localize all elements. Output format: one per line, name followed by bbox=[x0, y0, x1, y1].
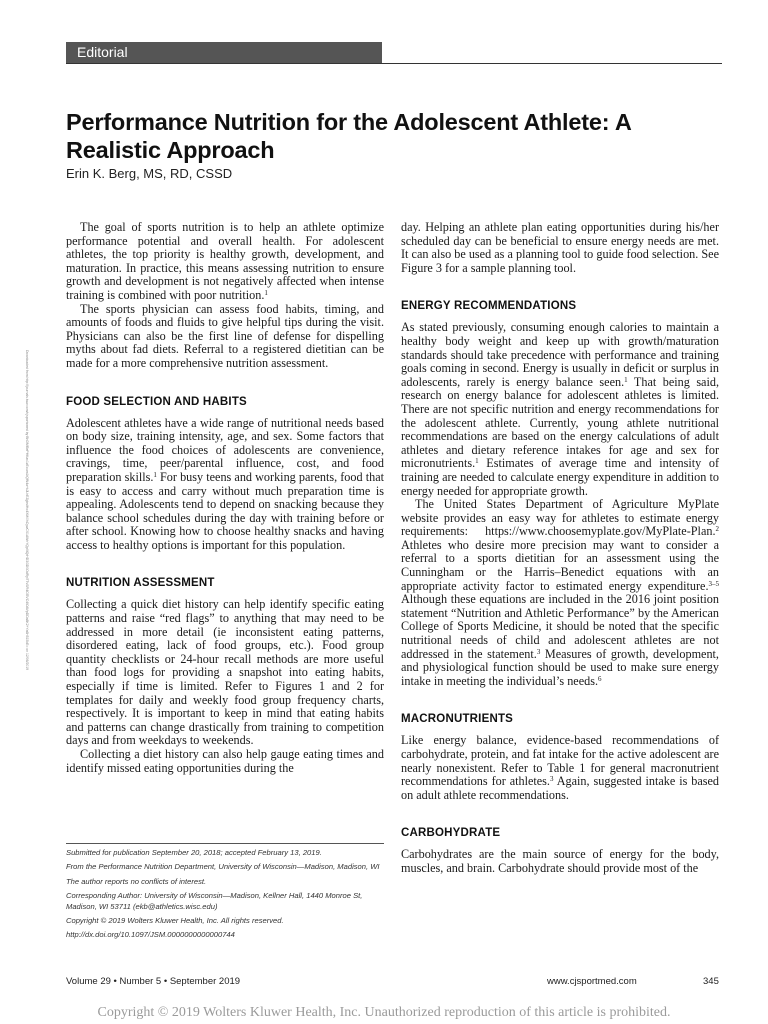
citation: 2 bbox=[715, 525, 719, 534]
citation: 3 bbox=[536, 647, 541, 656]
citation: 3–5 bbox=[708, 579, 719, 588]
paragraph: As stated previously, consuming enough calories to maintain a healthy body weight and keep up with growth/maturation standards should take precedence with performance and training goals coming in second. Energy is usually in deficit or surplus in adolescents, rarely is energy balance seen.$^1$ That being said, research on energy balance for adolescent athletes is limited. There are not specific nutrition and energy recommendations for the adolescent athlete. Currently, young athlete nutritional recommendations are based on the energy calculations of adult athletes and dietary reference intakes for age and sex for micronutrients.$^1$ Estimates of average time and intensity of training are needed to calculate energy expenditure in addition to energy needed for appropriate growth. bbox=[401, 320, 719, 498]
paragraph: The sports physician can assess food habits, timing, and amounts of foods and fluids to give helpful tips during the visit. Physicians can also be the first line of defense for dispelling myths about fad diets. Referral to a registered dietitian can be made for a more comprehensive nutrition assessment. bbox=[66, 301, 384, 370]
citation: 1 bbox=[264, 288, 268, 297]
header-rule bbox=[66, 63, 722, 64]
section-tag-label: Editorial bbox=[77, 44, 128, 60]
citation: 6 bbox=[598, 674, 602, 683]
footnotes bbox=[66, 848, 384, 945]
article-title: Performance Nutrition for the Adolescent Athlete: A Realistic Approach bbox=[66, 109, 631, 163]
footnote-conflicts: The author reports no conflicts of interest. bbox=[66, 876, 207, 886]
footnote-copyright: Copyright © 2019 Wolters Kluwer Health, Inc. All rights reserved. bbox=[66, 916, 284, 926]
paragraph: Carbohydrates are the main source of energy for the body, muscles, and brain. Carbohydrate should provide most of the bbox=[401, 847, 719, 875]
section-tag bbox=[66, 42, 382, 63]
download-sidenote: Downloaded from http://journals.lww.com/cjsportsmed by BhDMf5ePHKav1zEoum1tQfN4a+kJLhEZgbsIHo4XMi0hCywCX1AWnYQp/IlQrHD3i3D0OdRyi7TvSFl4Cf3VC4/OAVpDDa8K2+Ya6H515kE= on 12/06/2019 bbox=[25, 349, 29, 671]
heading-nutrition-assessment: NUTRITION ASSESSMENT bbox=[66, 577, 215, 590]
footnote-affiliation: From the Performance Nutrition Department, University of Wisconsin—Madison, Madison, WI bbox=[66, 862, 380, 872]
paragraph: Like energy balance, evidence-based recommendations of carbohydrate, protein, and fat intake for the active adolescent are nearly nonexistent. Refer to Table 1 for general macronutrient recommendations for athletes.$^3$ Again, suggested intake is based on adult athlete recommendations. bbox=[401, 733, 719, 802]
journal-website: www.cjsportmed.com bbox=[547, 976, 637, 987]
article-author: Erin K. Berg, MS, RD, CSSD bbox=[66, 166, 233, 181]
page-number: 345 bbox=[703, 976, 719, 987]
citation: 1 bbox=[624, 375, 628, 384]
left-column bbox=[66, 221, 384, 775]
paragraph: Adolescent athletes have a wide range of nutritional needs based on body size, training intensity, age, and sex. Some factors that influence the food choices of adolescents are convenience, cravings, time, peer/parental influence, cost, and food preparation skills.$^1$ For busy teens and working parents, food that is easy to access and carry without much preparation time is appealing. Adolescents tend to depend on snacking because they balance school schedules during the day with training before or after school. Knowing how to choose healthy snacks and having access to healthy options is important for this population. bbox=[66, 415, 384, 552]
footnote-submitted: Submitted for publication September 20, 2018; accepted February 13, 2019. bbox=[66, 848, 322, 857]
footnote-rule bbox=[66, 843, 384, 844]
heading-food-selection: FOOD SELECTION AND HABITS bbox=[66, 395, 247, 408]
citation: 3 bbox=[549, 775, 554, 784]
heading-energy-recommendations: ENERGY RECOMMENDATIONS bbox=[401, 300, 577, 313]
citation: 1 bbox=[475, 457, 479, 466]
footnote-corresponding-author: Corresponding Author: University of Wisconsin—Madison, Kellner Hall, 1440 Monroe St, Madison, WI 53711 (ekb@athletics.wisc.edu) bbox=[66, 891, 363, 911]
paragraph: The United States Department of Agriculture MyPlate website provides an easy way for athletes to estimate energy requirements: https://www.choosemyplate.gov/MyPlate-Plan.$^2$ Athletes who desire more precision may want to consider a referral to a sports dietitian for an assessment using the Cunningham or the Harris–Benedict equations with an appropriate activity factor to estimated energy expenditure.$^{3-5}$ Although these equations are included in the 2016 joint position statement “Nutrition and Athletic Performance” by the American College of Sports Medicine, it should be noted that the specific nutritional needs of child and adolescent athletes are not addressed in the statement.$^3$ Measures of growth, development, and physiological function should be used to make sure energy intake in meeting the individual’s needs.$^6$ bbox=[401, 497, 719, 688]
heading-carbohydrate: CARBOHYDRATE bbox=[401, 827, 501, 840]
issue-info: Volume 29 • Number 5 • September 2019 bbox=[66, 976, 241, 987]
right-column bbox=[401, 221, 719, 876]
paragraph: The goal of sports nutrition is to help an athlete optimize performance potential and overall health. For adolescent athletes, the top priority is healthy growth, development, and maturation. In practice, this means assessing nutrition to ensure growth and development is not negatively affected when intense training is combined with poor nutrition.$^1$ bbox=[66, 220, 384, 302]
citation: 1 bbox=[153, 470, 157, 479]
copyright-watermark: Copyright © 2019 Wolters Kluwer Health, Inc. Unauthorized reproduction of this article is prohibited. bbox=[97, 1005, 671, 1020]
paragraph: Collecting a diet history can also help gauge eating times and identify missed eating opportunities during the bbox=[66, 747, 384, 775]
heading-macronutrients: MACRONUTRIENTS bbox=[401, 713, 514, 726]
paragraph: day. Helping an athlete plan eating opportunities during his/her scheduled day can be beneficial to ensure energy needs are met. It can also be used as a planning tool to guide food selection. See Figure 3 for a sample planning tool. bbox=[401, 220, 719, 275]
paragraph: Collecting a quick diet history can help identify specific eating patterns and raise “red flags” to anything that may need to be addressed in more detail (ie inconsistent eating patterns, disordered eating, lack of food groups, etc.). Food group quantity checklists or 24-hour recall methods are more useful than food logs for providing a snapshot into eating habits, especially if time is limited. Refer to Figures 1 and 2 for templates for daily and weekly food group frequency charts, respectively. It is important to keep in mind that eating habits and patterns can change drastically from training to competition days and from weekdays to weekends. bbox=[66, 597, 384, 748]
footnote-doi: http://dx.doi.org/10.1097/JSM.0000000000000744 bbox=[66, 930, 235, 940]
